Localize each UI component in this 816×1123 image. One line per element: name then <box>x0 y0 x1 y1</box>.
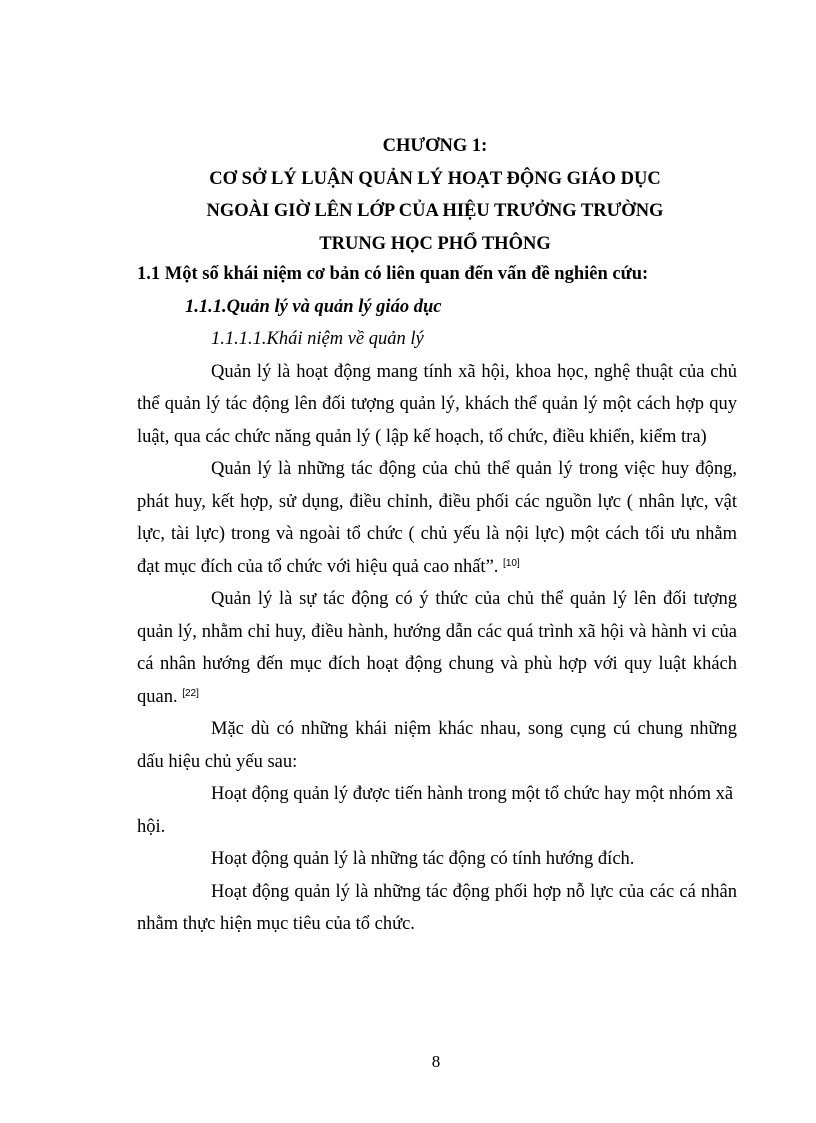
subsection-heading: 1.1.1.Quản lý và quản lý giáo dục <box>185 296 442 317</box>
chapter-heading <box>100 130 770 260</box>
paragraph-3 <box>137 583 737 713</box>
paragraph-5: Hoạt động quản lý được tiến hành trong một tổ chức hay một nhóm xã hội. <box>137 784 734 837</box>
paragraph-7: Hoạt động quản lý là những tác động phối hợp nỗ lực của các cá nhân nhằm thực hiện mục tiêu của tổ chức. <box>137 881 737 934</box>
paragraph-1: Quản lý là hoạt động mang tính xã hội, khoa học, nghệ thuật của chủ thể quản lý tác động lên đối tượng quản lý, khách thể quản lý một cách hợp quy luật, qua các chức năng quản lý ( lập kế hoạch, tổ chức, điều khiển, kiểm tra) <box>137 361 737 447</box>
subsubsection-heading: 1.1.1.1.Khái niệm về quản lý <box>211 329 424 349</box>
citation-ref: [10] <box>503 557 520 569</box>
chapter-title-line-2: NGOÀI GIỜ LÊN LỚP CỦA HIỆU TRƯỞNG TRƯỜNG <box>206 201 664 221</box>
chapter-title-line-1: CƠ SỞ LÝ LUẬN QUẢN LÝ HOẠT ĐỘNG GIÁO DỤC <box>209 168 661 189</box>
section-heading: 1.1 Một số khái niệm cơ bản có liên quan đến vấn đề nghiên cứu: <box>137 264 649 284</box>
body-text <box>137 258 737 941</box>
citation-ref: [22] <box>182 687 199 699</box>
chapter-label: CHƯƠNG 1: <box>382 136 488 156</box>
paragraph-2-text: Quản lý là những tác động của chủ thể quản lý trong việc huy động, phát huy, kết hợp, sử dụng, điều chỉnh, điều phối các nguồn lực ( nhân lực, vật lực, tài lực) trong và ngoài tổ chức ( chủ yếu là nội lực) một cách tối ưu nhằm đạt mục đích của tổ chức với hiệu quả cao nhất”. <box>137 459 737 577</box>
chapter-title-line-3: TRUNG HỌC PHỔ THÔNG <box>319 233 551 254</box>
page-number: 8 <box>431 1052 441 1071</box>
paragraph-3-text: Quản lý là sự tác động có ý thức của chủ thể quản lý lên đối tượng quản lý, nhằm chỉ huy, điều hành, hướng dẫn các quá trình xã hội và hành vi của cá nhân hướng đến mục đích hoạt động chung và phù hợp với quy luật khách quan. <box>137 589 737 707</box>
paragraph-2 <box>137 453 737 583</box>
paragraph-6: Hoạt động quản lý là những tác động có tính hướng đích. <box>211 849 635 869</box>
paragraph-4: Mặc dù có những khái niệm khác nhau, song cụng cú chung những dấu hiệu chủ yếu sau: <box>137 719 737 772</box>
